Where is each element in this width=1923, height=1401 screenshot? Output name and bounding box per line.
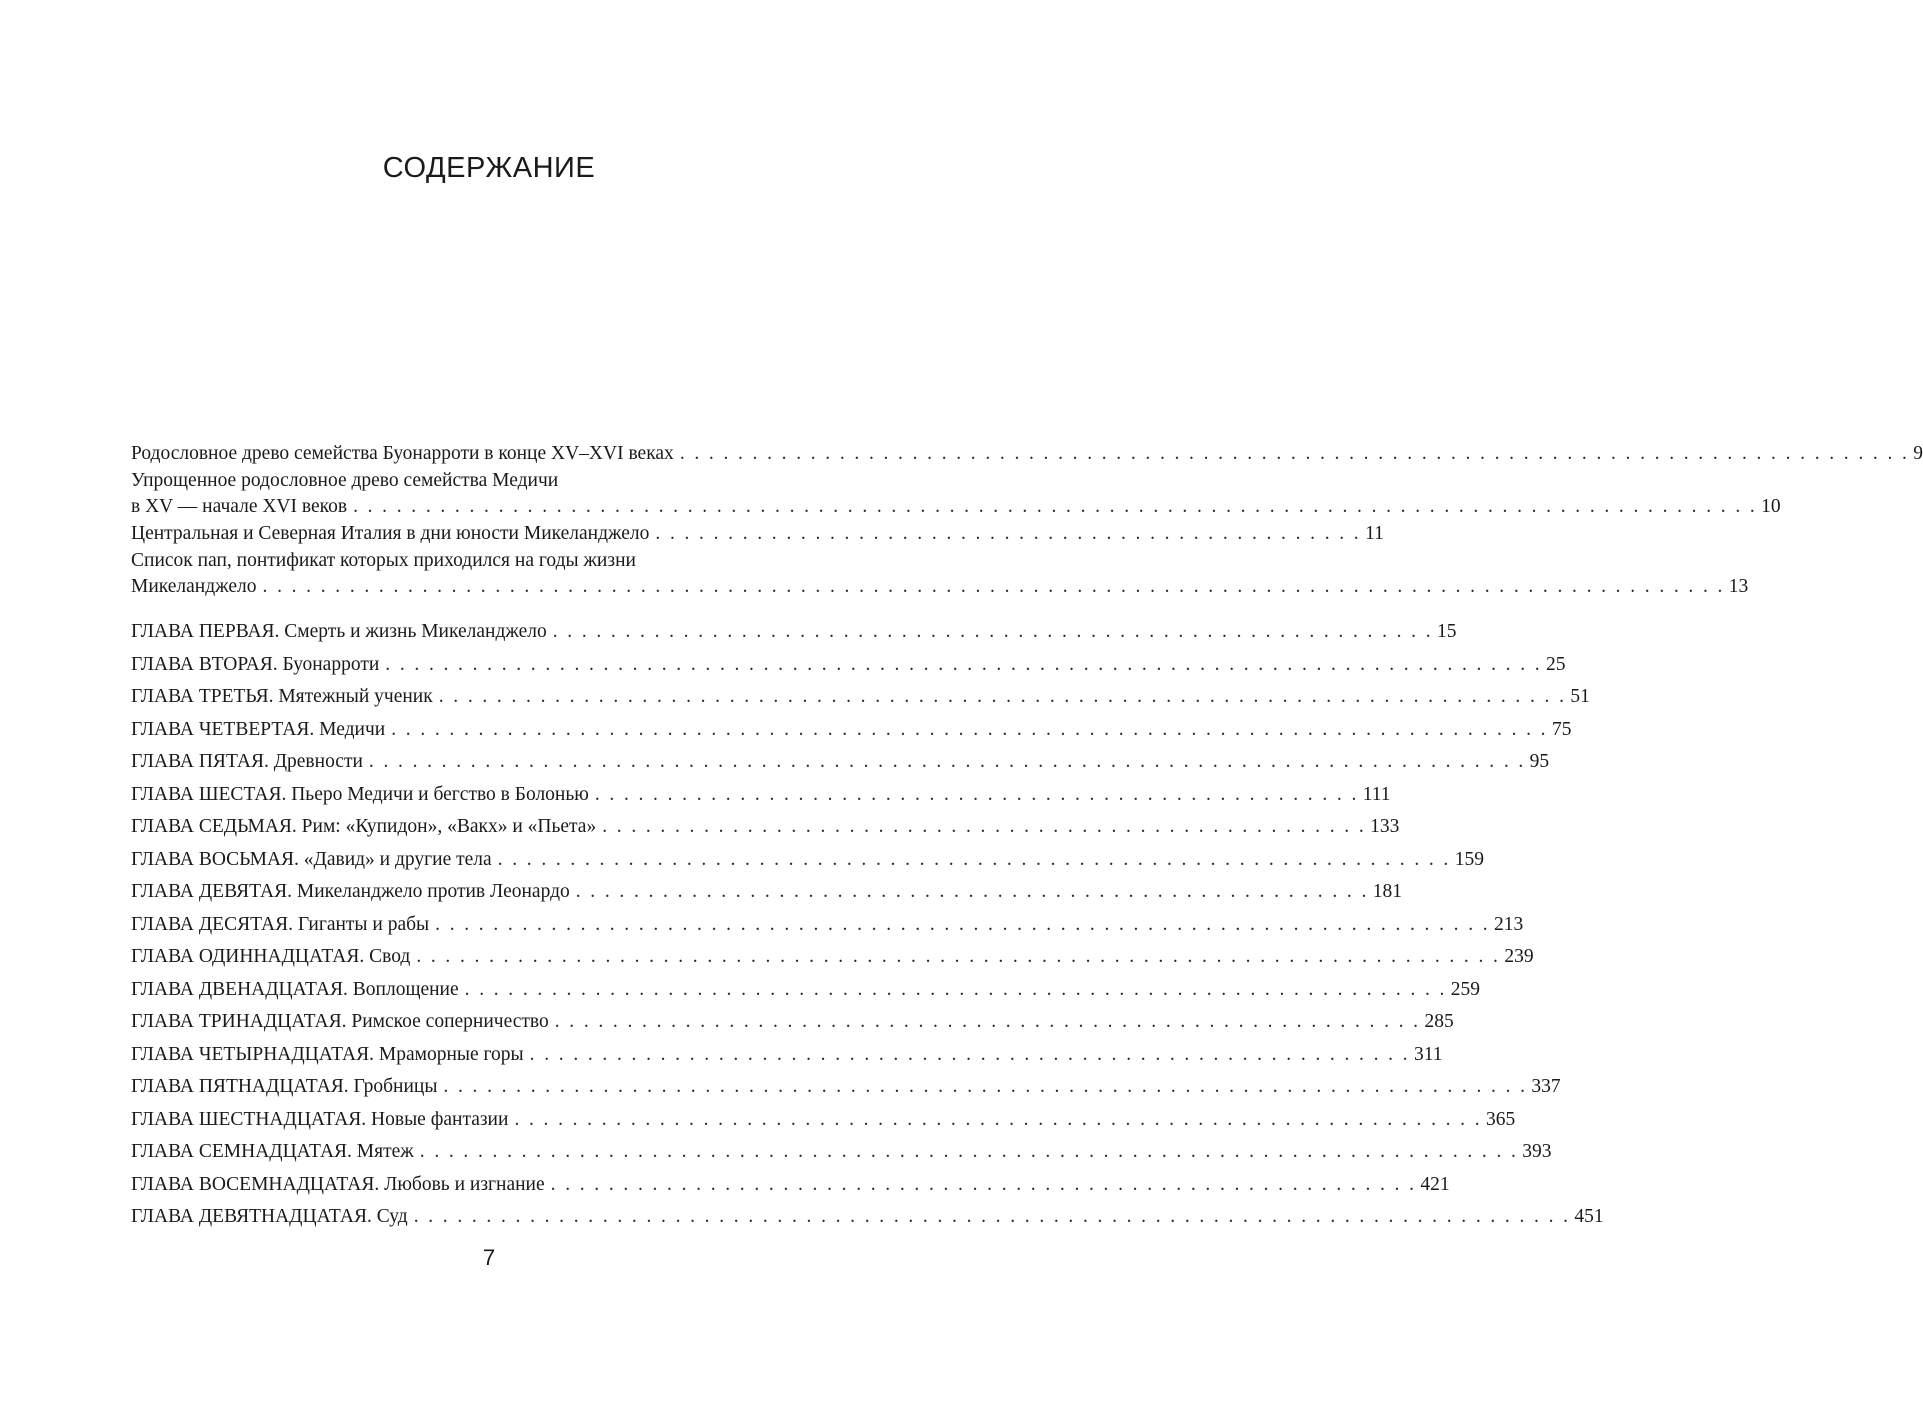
chapter-entry[interactable] bbox=[131, 912, 1524, 945]
toc-entry[interactable] bbox=[131, 521, 1384, 548]
chapter-entry[interactable] bbox=[131, 652, 1566, 685]
chapter-title: ГЛАВА ВТОРАЯ. Буонарроти bbox=[131, 653, 380, 675]
toc-entry[interactable] bbox=[131, 548, 1749, 600]
dot-leader: . . . . . . . . . . . . . . . . . . . . . . . . . . . . . . . . . . . . . . . . . . . . . . . . . . . . . . . . . . . . . . . . . . . bbox=[514, 1108, 1483, 1130]
chapter-entry[interactable] bbox=[131, 717, 1572, 750]
toc-entry-page: 11 bbox=[1365, 523, 1384, 544]
dot-leader: . . . . . . . . . . . . . . . . . . . . . . . . . . . . . . . . . . . . . . . . . . . . . . . . . . . . . . . . . . . . . . . . . . . . . . . . . . . . . . bbox=[438, 686, 1567, 707]
chapter-page: 365 bbox=[1486, 1108, 1516, 1130]
chapter-page: 51 bbox=[1570, 686, 1590, 707]
chapter-entry[interactable] bbox=[131, 1204, 1604, 1237]
table-of-contents bbox=[131, 441, 1923, 1237]
dot-leader: . . . . . . . . . . . . . . . . . . . . . . . . . . . . . . . . . . . . . . . . . . . . . . . . . . . . . bbox=[594, 783, 1359, 805]
dot-leader: . . . . . . . . . . . . . . . . . . . . . . . . . . . . . . . . . . . . . . . . . . . . . . . . . . . . . . . . . . . . . . . . . . . . . . . . . . . . . . . . . . . . . bbox=[679, 443, 1910, 464]
chapter-entry[interactable] bbox=[131, 1172, 1450, 1205]
toc-entry-page: 10 bbox=[1761, 496, 1781, 517]
chapter-title: ГЛАВА ВОСЕМНАДЦАТАЯ. Любовь и изгнание bbox=[131, 1173, 545, 1195]
page-number: 7 bbox=[482, 1245, 496, 1270]
chapter-page: 75 bbox=[1551, 718, 1572, 740]
chapter-title: ГЛАВА ПЕРВАЯ. Смерть и жизнь Микеланджело bbox=[131, 621, 547, 642]
chapter-page: 25 bbox=[1546, 653, 1566, 675]
chapter-title: ГЛАВА СЕДЬМАЯ. Рим: «Купидон», «Вакх» и «Пьета» bbox=[131, 816, 597, 837]
dot-leader: . . . . . . . . . . . . . . . . . . . . . . . . . . . . . . . . . . . . . . . . . . . . . . . . . . . . . . . . . . . . . . . . . . . . . . . . . . . . . . . . bbox=[385, 653, 1543, 675]
toc-entry[interactable] bbox=[131, 468, 1781, 520]
chapter-entry[interactable] bbox=[131, 814, 1400, 847]
chapter-page: 337 bbox=[1531, 1076, 1561, 1097]
dot-leader: . . . . . . . . . . . . . . . . . . . . . . . . . . . . . . . . . . . . . . . . . . . . . . . . . bbox=[655, 523, 1362, 544]
dot-leader: . . . . . . . . . . . . . . . . . . . . . . . . . . . . . . . . . . . . . . . . . . . . . . . . . . . . . . . . . . . . . . . . . . . . . . . . . . . . . . . . bbox=[368, 751, 1526, 772]
dot-leader: . . . . . . . . . . . . . . . . . . . . . . . . . . . . . . . . . . . . . . . . . . . . . . . . . . . . . . . . . . . . . . . . . . . . bbox=[464, 978, 1447, 1000]
dot-leader: . . . . . . . . . . . . . . . . . . . . . . . . . . . . . . . . . . . . . . . . . . . . . . . . . . . . . . . . . . . . . . . . . . . . . . . . . . . . . . . . . . . . . . . . . . . . . . . . . . . . . bbox=[262, 576, 1725, 597]
chapter-title: ГЛАВА ШЕСТАЯ. Пьеро Медичи и бегство в Болонью bbox=[131, 783, 589, 805]
dot-leader: . . . . . . . . . . . . . . . . . . . . . . . . . . . . . . . . . . . . . . . . . . . . . . . . . . . . . . . . . . . . . bbox=[552, 621, 1434, 642]
chapter-title: ГЛАВА ТРИНАДЦАТАЯ. Римское соперничество bbox=[131, 1011, 549, 1032]
chapter-page: 421 bbox=[1420, 1173, 1450, 1195]
chapter-entry[interactable] bbox=[131, 684, 1590, 717]
chapter-entry[interactable] bbox=[131, 977, 1481, 1010]
chapter-page: 159 bbox=[1454, 848, 1484, 870]
chapter-entry[interactable] bbox=[131, 879, 1402, 912]
dot-leader: . . . . . . . . . . . . . . . . . . . . . . . . . . . . . . . . . . . . . . . . . . . . . . . . . . . . . . . . . . . . . . . . . . . . . . . . . . . . . . . . bbox=[413, 1206, 1571, 1227]
dot-leader: . . . . . . . . . . . . . . . . . . . . . . . . . . . . . . . . . . . . . . . . . . . . . . . . . . . . . . . . . . . . . . . . . . . . . . . . . . . bbox=[443, 1076, 1528, 1097]
toc-entry[interactable] bbox=[131, 441, 1923, 468]
toc-entry-label-continued: Микеланджело bbox=[131, 576, 257, 597]
dot-leader: . . . . . . . . . . . . . . . . . . . . . . . . . . . . . . . . . . . . . . . . . . . . . . . . . . . . . . . . . . . . . . . . . . . . . . . . . bbox=[435, 913, 1491, 935]
chapter-entry[interactable] bbox=[131, 782, 1391, 815]
chapter-title: ГЛАВА ОДИННАДЦАТАЯ. Свод bbox=[131, 946, 411, 967]
chapter-page: 15 bbox=[1437, 621, 1457, 642]
chapter-page: 451 bbox=[1574, 1206, 1604, 1227]
chapter-entry[interactable] bbox=[131, 1074, 1561, 1107]
dot-leader: . . . . . . . . . . . . . . . . . . . . . . . . . . . . . . . . . . . . . . . . . . . . . . . . . . . . . . . . . . . . . bbox=[529, 1043, 1410, 1065]
chapter-title: ГЛАВА ЧЕТВЕРТАЯ. Медичи bbox=[131, 718, 386, 740]
chapter-page: 393 bbox=[1522, 1141, 1552, 1162]
toc-entry-label: Центральная и Северная Италия в дни юности Микеланджело bbox=[131, 523, 650, 544]
dot-leader: . . . . . . . . . . . . . . . . . . . . . . . . . . . . . . . . . . . . . . . . . . . . . . . . . . . . . . . . . . . . . . . . . . . . . . . . . . . . . . . . . . . . . . . . . . . . . . . . . bbox=[353, 496, 1758, 517]
chapter-title: ГЛАВА ДЕВЯТАЯ. Микеланджело против Леонардо bbox=[131, 881, 570, 902]
chapter-title: ГЛАВА ДВЕНАДЦАТАЯ. Воплощение bbox=[131, 978, 459, 1000]
dot-leader: . . . . . . . . . . . . . . . . . . . . . . . . . . . . . . . . . . . . . . . . . . . . . . . . . . . . . . . . . . . . . . . . . . . . . . . . . . . . . . . . bbox=[391, 718, 1548, 740]
toc-entry-page: 13 bbox=[1728, 576, 1749, 597]
chapter-title: ГЛАВА ВОСЬМАЯ. «Давид» и другие тела bbox=[131, 848, 492, 870]
dot-leader: . . . . . . . . . . . . . . . . . . . . . . . . . . . . . . . . . . . . . . . . . . . . . . . . . . . . . . . . . . . . . . . . . . . . . . . . . . . . bbox=[419, 1141, 1519, 1162]
chapter-title: ГЛАВА ДЕВЯТНАДЦАТАЯ. Суд bbox=[131, 1206, 408, 1227]
chapter-entry[interactable] bbox=[131, 847, 1484, 880]
chapter-title: ГЛАВА СЕМНАДЦАТАЯ. Мятеж bbox=[131, 1141, 414, 1162]
chapter-list bbox=[131, 619, 1604, 1237]
chapter-title: ГЛАВА ПЯТАЯ. Древности bbox=[131, 751, 363, 772]
front-matter-list bbox=[131, 441, 1923, 600]
chapter-title: ГЛАВА ТРЕТЬЯ. Мятежный ученик bbox=[131, 686, 433, 707]
chapter-page: 133 bbox=[1370, 816, 1400, 837]
chapter-title: ГЛАВА ДЕСЯТАЯ. Гиганты и рабы bbox=[131, 913, 430, 935]
dot-leader: . . . . . . . . . . . . . . . . . . . . . . . . . . . . . . . . . . . . . . . . . . . . . . . . . . . . . . . . . . . . . . . . . . . . . . . . . . . bbox=[416, 946, 1501, 967]
dot-leader: . . . . . . . . . . . . . . . . . . . . . . . . . . . . . . . . . . . . . . . . . . . . . . . . . . . . . . . . . . . . bbox=[550, 1173, 1417, 1195]
chapter-page: 181 bbox=[1372, 881, 1402, 902]
dot-leader: . . . . . . . . . . . . . . . . . . . . . . . . . . . . . . . . . . . . . . . . . . . . . . . . . . . . . . . bbox=[575, 881, 1369, 902]
chapter-entry[interactable] bbox=[131, 749, 1550, 782]
chapter-title: ГЛАВА ЧЕТЫРНАДЦАТАЯ. Мраморные горы bbox=[131, 1043, 524, 1065]
toc-entry-label: Список пап, понтификат которых приходился на годы жизни bbox=[131, 550, 636, 571]
chapter-title: ГЛАВА ШЕСТНАДЦАТАЯ. Новые фантазии bbox=[131, 1108, 509, 1130]
toc-entry-page: 9 bbox=[1913, 443, 1923, 464]
chapter-page: 259 bbox=[1450, 978, 1481, 1000]
dot-leader: . . . . . . . . . . . . . . . . . . . . . . . . . . . . . . . . . . . . . . . . . . . . . . . . . . . . . . . . . . . . bbox=[554, 1011, 1421, 1032]
dot-leader: . . . . . . . . . . . . . . . . . . . . . . . . . . . . . . . . . . . . . . . . . . . . . . . . . . . . . bbox=[602, 816, 1367, 837]
toc-entry-label: Упрощенное родословное древо семейства Медичи bbox=[131, 470, 559, 491]
chapter-page: 111 bbox=[1362, 783, 1391, 805]
toc-entry-label: Родословное древо семейства Буонарроти в конце XV–XVI веках bbox=[131, 443, 674, 464]
chapter-page: 213 bbox=[1494, 913, 1524, 935]
chapter-entry[interactable] bbox=[131, 619, 1457, 652]
chapter-entry[interactable] bbox=[131, 1042, 1443, 1075]
chapter-title: ГЛАВА ПЯТНАДЦАТАЯ. Гробницы bbox=[131, 1076, 438, 1097]
toc-entry-label-continued: в XV — начале XVI веков bbox=[131, 496, 348, 517]
chapter-entry[interactable] bbox=[131, 1107, 1516, 1140]
chapter-page: 95 bbox=[1529, 751, 1550, 772]
chapter-entry[interactable] bbox=[131, 1139, 1552, 1172]
page-title: СОДЕРЖАНИЕ bbox=[382, 152, 596, 184]
chapter-page: 285 bbox=[1424, 1011, 1454, 1032]
chapter-page: 239 bbox=[1504, 946, 1534, 967]
chapter-entry[interactable] bbox=[131, 1009, 1454, 1042]
chapter-page: 311 bbox=[1413, 1043, 1443, 1065]
dot-leader: . . . . . . . . . . . . . . . . . . . . . . . . . . . . . . . . . . . . . . . . . . . . . . . . . . . . . . . . . . . . . . . . . . bbox=[497, 848, 1451, 870]
chapter-entry[interactable] bbox=[131, 944, 1534, 977]
